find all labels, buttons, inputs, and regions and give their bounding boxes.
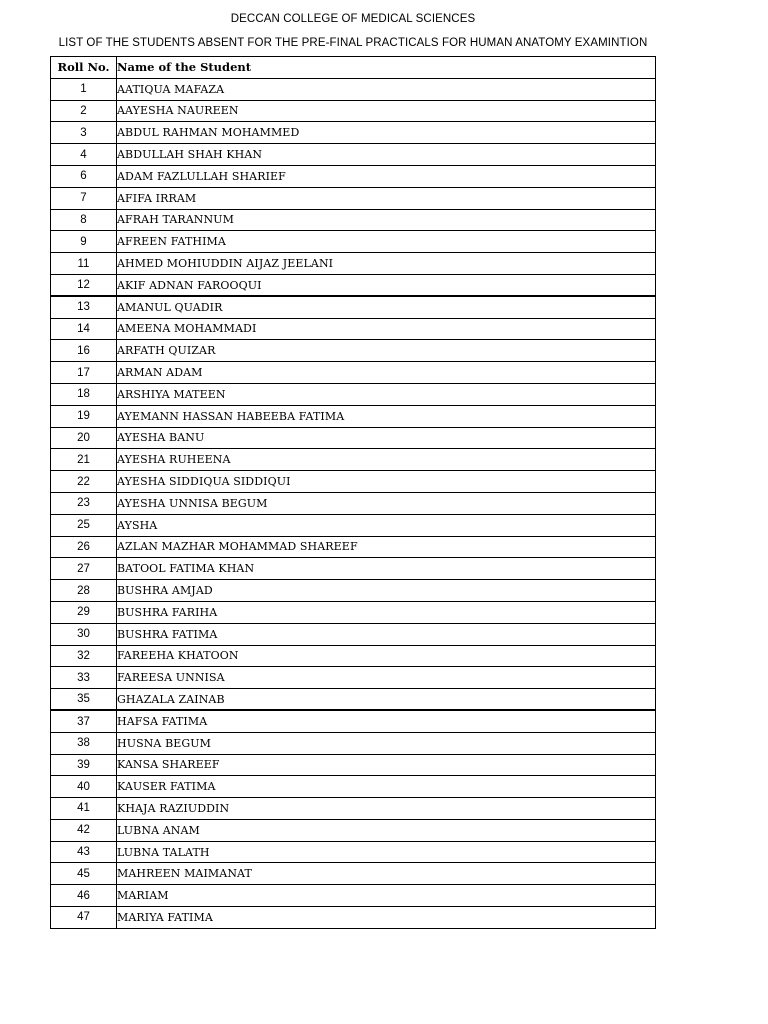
student-name-cell: ARFATH QUIZAR xyxy=(117,340,656,362)
student-name-cell: AATIQUA MAFAZA xyxy=(117,78,656,100)
table-row xyxy=(51,122,656,144)
roll-number-cell: 29 xyxy=(51,601,117,623)
roll-number-cell: 1 xyxy=(51,78,117,100)
student-name-cell: AMANUL QUADIR xyxy=(117,296,656,318)
student-name-cell: GHAZALA ZAINAB xyxy=(117,689,656,711)
student-name-cell: KANSA SHAREEF xyxy=(117,754,656,776)
roll-number-cell: 2 xyxy=(51,100,117,122)
roll-number-cell: 46 xyxy=(51,885,117,907)
table-row xyxy=(51,754,656,776)
roll-number-cell: 37 xyxy=(51,710,117,732)
roll-number-cell: 42 xyxy=(51,819,117,841)
table-row xyxy=(51,383,656,405)
student-name-cell: AYEMANN HASSAN HABEEBA FATIMA xyxy=(117,405,656,427)
table-row xyxy=(51,274,656,296)
roll-number-cell: 16 xyxy=(51,340,117,362)
table-row xyxy=(51,819,656,841)
roll-number-cell: 20 xyxy=(51,427,117,449)
absent-students-table xyxy=(50,56,656,929)
table-row xyxy=(51,449,656,471)
roll-number-cell: 12 xyxy=(51,274,117,296)
student-name-cell: AFRAH TARANNUM xyxy=(117,209,656,231)
roll-number-cell: 39 xyxy=(51,754,117,776)
roll-number-cell: 27 xyxy=(51,558,117,580)
student-name-cell: FAREEHA KHATOON xyxy=(117,645,656,667)
student-name-cell: AFREEN FATHIMA xyxy=(117,231,656,253)
roll-number-cell: 4 xyxy=(51,144,117,166)
table-row xyxy=(51,841,656,863)
student-name-cell: AYESHA BANU xyxy=(117,427,656,449)
roll-number-cell: 47 xyxy=(51,907,117,929)
table-row xyxy=(51,514,656,536)
table-row xyxy=(51,318,656,340)
roll-number-cell: 13 xyxy=(51,296,117,318)
student-name-cell: AYESHA SIDDIQUA SIDDIQUI xyxy=(117,471,656,493)
roll-number-cell: 14 xyxy=(51,318,117,340)
student-name-cell: AZLAN MAZHAR MOHAMMAD SHAREEF xyxy=(117,536,656,558)
roll-number-cell: 33 xyxy=(51,667,117,689)
student-name-cell: AAYESHA NAUREEN xyxy=(117,100,656,122)
student-name-cell: AFIFA IRRAM xyxy=(117,187,656,209)
table-row xyxy=(51,165,656,187)
table-row xyxy=(51,580,656,602)
roll-number-cell: 21 xyxy=(51,449,117,471)
student-name-cell: ABDUL RAHMAN MOHAMMED xyxy=(117,122,656,144)
table-row xyxy=(51,340,656,362)
table-row xyxy=(51,885,656,907)
student-name-cell: AYSHA xyxy=(117,514,656,536)
roll-number-cell: 45 xyxy=(51,863,117,885)
student-name-cell: AHMED MOHIUDDIN AIJAZ JEELANI xyxy=(117,253,656,275)
table-row xyxy=(51,536,656,558)
table-row xyxy=(51,645,656,667)
table-row xyxy=(51,405,656,427)
table-row xyxy=(51,296,656,318)
roll-number-cell: 6 xyxy=(51,165,117,187)
student-name-cell: LUBNA ANAM xyxy=(117,819,656,841)
student-name-cell: KHAJA RAZIUDDIN xyxy=(117,798,656,820)
student-name-cell: BUSHRA FARIHA xyxy=(117,601,656,623)
roll-number-cell: 43 xyxy=(51,841,117,863)
roll-number-cell: 30 xyxy=(51,623,117,645)
table-row xyxy=(51,732,656,754)
roll-number-cell: 41 xyxy=(51,798,117,820)
table-row xyxy=(51,78,656,100)
table-row xyxy=(51,100,656,122)
table-row xyxy=(51,144,656,166)
table-row xyxy=(51,710,656,732)
roll-number-cell: 3 xyxy=(51,122,117,144)
table-row xyxy=(51,427,656,449)
student-name-cell: ADAM FAZLULLAH SHARIEF xyxy=(117,165,656,187)
roll-number-cell: 23 xyxy=(51,492,117,514)
student-name-cell: KAUSER FATIMA xyxy=(117,776,656,798)
table-row xyxy=(51,558,656,580)
table-body xyxy=(51,78,656,928)
student-name-cell: HAFSA FATIMA xyxy=(117,710,656,732)
roll-number-cell: 19 xyxy=(51,405,117,427)
student-name-header: Name of the Student xyxy=(117,57,656,79)
roll-number-cell: 8 xyxy=(51,209,117,231)
student-name-cell: BUSHRA AMJAD xyxy=(117,580,656,602)
roll-number-cell: 25 xyxy=(51,514,117,536)
table-row xyxy=(51,623,656,645)
student-name-cell: BATOOL FATIMA KHAN xyxy=(117,558,656,580)
student-name-cell: FAREESA UNNISA xyxy=(117,667,656,689)
table-row xyxy=(51,253,656,275)
roll-number-cell: 28 xyxy=(51,580,117,602)
table-row xyxy=(51,231,656,253)
roll-number-cell: 18 xyxy=(51,383,117,405)
roll-number-cell: 32 xyxy=(51,645,117,667)
student-name-cell: BUSHRA FATIMA xyxy=(117,623,656,645)
table-row xyxy=(51,362,656,384)
roll-number-cell: 40 xyxy=(51,776,117,798)
table-row xyxy=(51,209,656,231)
roll-number-cell: 17 xyxy=(51,362,117,384)
student-name-cell: AMEENA MOHAMMADI xyxy=(117,318,656,340)
student-name-cell: MARIYA FATIMA xyxy=(117,907,656,929)
student-name-cell: MARIAM xyxy=(117,885,656,907)
roll-number-cell: 7 xyxy=(51,187,117,209)
table-row xyxy=(51,776,656,798)
roll-number-cell: 22 xyxy=(51,471,117,493)
roll-no-header: Roll No. xyxy=(51,57,117,79)
college-title: DECCAN COLLEGE OF MEDICAL SCIENCES xyxy=(230,13,476,25)
student-name-cell: ARMAN ADAM xyxy=(117,362,656,384)
table-row xyxy=(51,667,656,689)
table-row xyxy=(51,689,656,711)
roll-number-cell: 35 xyxy=(51,689,117,711)
student-name-cell: LUBNA TALATH xyxy=(117,841,656,863)
table-row xyxy=(51,187,656,209)
student-name-cell: ARSHIYA MATEEN xyxy=(117,383,656,405)
table-row xyxy=(51,907,656,929)
table-row xyxy=(51,863,656,885)
roll-number-cell: 9 xyxy=(51,231,117,253)
list-title: LIST OF THE STUDENTS ABSENT FOR THE PRE-FINAL PRACTICALS FOR HUMAN ANATOMY EXAMINTION xyxy=(58,37,648,49)
student-name-cell: ABDULLAH SHAH KHAN xyxy=(117,144,656,166)
student-name-cell: MAHREEN MAIMANAT xyxy=(117,863,656,885)
student-name-cell: AYESHA RUHEENA xyxy=(117,449,656,471)
student-name-cell: AYESHA UNNISA BEGUM xyxy=(117,492,656,514)
student-name-cell: HUSNA BEGUM xyxy=(117,732,656,754)
table-row xyxy=(51,492,656,514)
student-name-cell: AKIF ADNAN FAROOQUI xyxy=(117,274,656,296)
table-row xyxy=(51,601,656,623)
table-header-row xyxy=(51,57,656,79)
roll-number-cell: 26 xyxy=(51,536,117,558)
table-row xyxy=(51,798,656,820)
roll-number-cell: 38 xyxy=(51,732,117,754)
roll-number-cell: 11 xyxy=(51,253,117,275)
table-row xyxy=(51,471,656,493)
